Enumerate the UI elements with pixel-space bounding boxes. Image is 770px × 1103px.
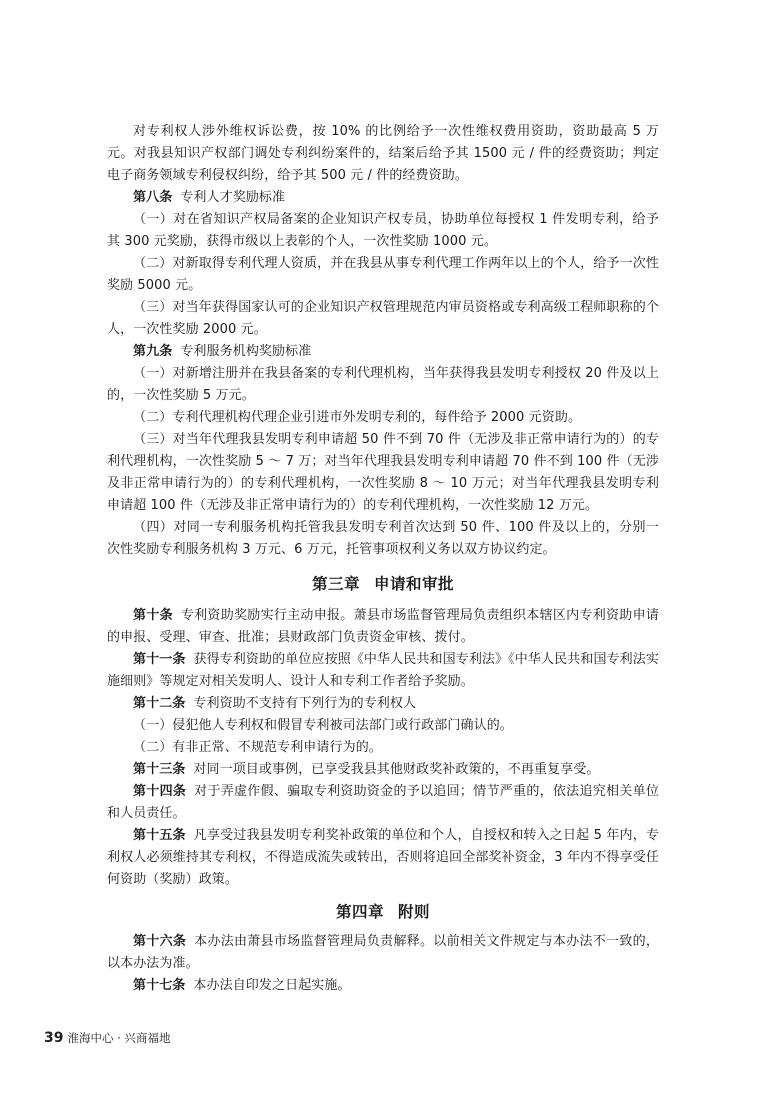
- paragraph-text: 对于弄虚作假、骗取专利资助资金的予以追回；情节严重的，依法追究相关单位和人员责任。: [107, 784, 659, 821]
- paragraph: [107, 825, 659, 891]
- chapter-3-heading: [107, 573, 659, 595]
- paragraph-text: 专利资助不支持有下列行为的专利权人: [193, 696, 417, 711]
- paragraph-text: 获得专利资助的单位应按照《中华人民共和国专利法》《中华人民共和国专利法实施细则》等规定对相关发明人、设计人和专利工作者给予奖励。: [107, 652, 659, 689]
- paragraph: [107, 297, 659, 341]
- article-label: 第十三条: [133, 762, 186, 777]
- article-label: 第八条: [133, 190, 173, 205]
- article-label: 第十五条: [133, 828, 186, 843]
- paragraph-text: 凡享受过我县发明专利奖补政策的单位和个人，自授权和转入之日起 5 年内，专利权人必须维持其专利权，不得造成流失或转出，否则将追回全部奖补资金，3 年内不得享受任何资助（奖励）政策。: [107, 828, 659, 887]
- section-chapter-4: [107, 931, 659, 997]
- chapter-4-title: 附则: [398, 903, 431, 921]
- paragraph-text: 专利人才奖励标准: [180, 190, 286, 205]
- chapter-3-number: 第三章: [311, 575, 360, 593]
- paragraph-text: （三）对当年代理我县发明专利申请超 50 件不到 70 件（无涉及非正常申请行为的）的专利代理机构，一次性奖励 5 ～ 7 万；对当年代理我县发明专利申请超 70 件不到 100 件（无涉及非正常申请行为的）的专利代理机构，一次性奖励 8 ～ 10 万元；对当年代理我县发明专利申请超 100 件（无涉及非正常申请行为的）的专利代理机构，一次性奖励 12 万元。: [107, 432, 659, 513]
- paragraph: [107, 759, 659, 781]
- article-label: 第九条: [133, 344, 173, 359]
- paragraph: [107, 715, 659, 737]
- paragraph-text: （三）对当年获得国家认可的企业知识产权管理规范内审员资格或专利高级工程师职称的个人，一次性奖励 2000 元。: [107, 300, 659, 337]
- paragraph: [107, 781, 659, 825]
- paragraph-text: 对专利权人涉外维权诉讼费，按 10% 的比例给予一次性维权费用资助，资助最高 5 万元。对我县知识产权部门调处专利纠纷案件的，结案后给予其 1500 元 / 件的经费资助；判定电子商务领域专利侵权纠纷，给予其 500 元 / 件的经费资助。: [107, 124, 659, 183]
- page-footer: [44, 1030, 170, 1046]
- paragraph: [107, 517, 659, 561]
- article-label: 第十四条: [133, 784, 187, 799]
- article-label: 第十条: [133, 608, 173, 623]
- paragraph-text: 对同一项目或事例，已享受我县其他财政奖补政策的，不再重复享受。: [193, 762, 600, 777]
- section-chapter-3: [107, 605, 659, 891]
- paragraph-text: 本办法由萧县市场监督管理局负责解释。以前相关文件规定与本办法不一致的，以本办法为准。: [107, 934, 659, 971]
- article-label: 第十二条: [133, 696, 186, 711]
- paragraph: [107, 363, 659, 407]
- chapter-3-title: 申请和审批: [374, 575, 455, 593]
- paragraph-text: （二）对新取得专利代理人资质，并在我县从事专利代理工作两年以上的个人，给予一次性奖励 5000 元。: [107, 256, 659, 293]
- chapter-4-number: 第四章: [335, 903, 384, 921]
- article-label: 第十一条: [133, 652, 186, 667]
- paragraph: [107, 975, 659, 997]
- paragraph-text: （一）对在省知识产权局备案的企业知识产权专员，协助单位每授权 1 件发明专利，给予其 300 元奖励，获得市级以上表彰的个人，一次性奖励 1000 元。: [107, 212, 659, 249]
- paragraph: [107, 407, 659, 429]
- paragraph-text: 专利服务机构奖励标准: [180, 344, 312, 359]
- paragraph: [107, 121, 659, 187]
- page-number: 39: [44, 1030, 64, 1046]
- paragraph-text: （一）对新增注册并在我县备案的专利代理机构，当年获得我县发明专利授权 20 件及以上的，一次性奖励 5 万元。: [107, 366, 659, 403]
- chapter-4-heading: [107, 901, 659, 923]
- paragraph: [107, 253, 659, 297]
- paragraph: [107, 209, 659, 253]
- paragraph-text: 本办法自印发之日起实施。: [193, 978, 351, 993]
- body-text: [107, 121, 659, 997]
- paragraph-text: （二）有非正常、不规范专利申请行为的。: [133, 740, 382, 755]
- paragraph: [107, 429, 659, 517]
- paragraph: [107, 341, 659, 363]
- paragraph: [107, 931, 659, 975]
- paragraph: [107, 693, 659, 715]
- paragraph-text: （二）专利代理机构代理企业引进市外发明专利的，每件给予 2000 元资助。: [133, 410, 582, 425]
- paragraph: [107, 737, 659, 759]
- paragraph: [107, 187, 659, 209]
- section-articles-8-9: [107, 121, 659, 561]
- article-label: 第十七条: [133, 978, 186, 993]
- paragraph: [107, 649, 659, 693]
- paragraph-text: 专利资助奖励实行主动申报。萧县市场监督管理局负责组织本辖区内专利资助申请的申报、受理、审查、批准；县财政部门负责资金审核、拨付。: [107, 608, 659, 645]
- footer-slogan: 淮海中心 · 兴商福地: [67, 1031, 171, 1045]
- paragraph: [107, 605, 659, 649]
- paragraph-text: （一）侵犯他人专利权和假冒专利被司法部门或行政部门确认的。: [133, 718, 513, 733]
- paragraph-text: （四）对同一专利服务机构托管我县发明专利首次达到 50 件、100 件及以上的，分别一次性奖励专利服务机构 3 万元、6 万元，托管事项权利义务以双方协议约定。: [107, 520, 659, 557]
- article-label: 第十六条: [133, 934, 187, 949]
